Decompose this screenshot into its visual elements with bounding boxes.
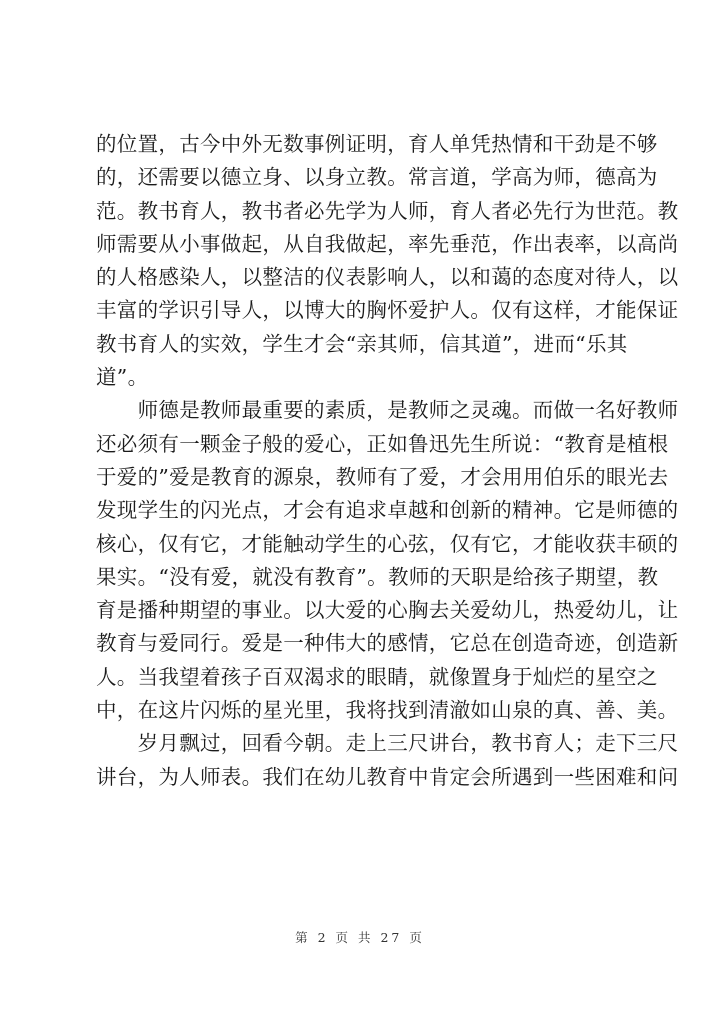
text-line: 于爱的”爱是教育的源泉，教师有了爱，才会用用伯乐的眼光去 [96,464,669,489]
text-line: 道”。 [96,365,149,390]
text-line: 中，在这片闪烁的星光里，我将找到清澈如山泉的真、善、美。 [96,698,679,723]
text-line: 人。当我望着孩子百双渴求的眼睛，就像置身于灿烂的星空之 [96,664,658,689]
text-line: 育是播种期望的事业。以大爱的心胸去关爱幼儿，热爱幼儿，让 [96,598,679,623]
text-line: 的位置，古今中外无数事例证明，育人单凭热情和干劲是不够 [96,132,658,156]
text-line: 丰富的学识引导人，以博大的胸怀爱护人。仅有这样，才能保证 [96,298,679,323]
text-line: 教书育人的实效，学生才会“亲其师，信其道”，进而“乐其 [96,331,628,356]
document-body [96,128,679,794]
text-line: 师需要从小事做起，从自我做起，率先垂范，作出表率，以高尚 [96,231,679,256]
text-line: 果实。“没有爱，就没有教育”。教师的天职是给孩子期望，教 [96,564,659,589]
text-line: 发现学生的闪光点，才会有追求卓越和创新的精神。它是师德的 [96,498,679,523]
text-line: 讲台，为人师表。我们在幼儿教育中肯定会所遇到一些困难和问 [96,764,679,789]
text-line: 师德是教师最重要的素质，是教师之灵魂。而做一名好教师 [96,398,679,423]
page-number-footer: 第 2 页 共 27 页 [295,930,425,945]
text-line: 岁月飘过，回看今朝。走上三尺讲台，教书育人；走下三尺 [96,731,679,756]
text-line: 的，还需要以德立身、以身立教。常言道，学高为师，德高为 [96,165,658,190]
text-line: 范。教书育人，教书者必先学为人师，育人者必先行为世范。教 [96,198,679,223]
text-line: 核心，仅有它，才能触动学生的心弦，仅有它，才能收获丰硕的 [96,531,679,556]
text-line: 还必须有一颗金子般的爱心，正如鲁迅先生所说：“教育是植根 [96,431,669,456]
text-line: 的人格感染人，以整洁的仪表影响人，以和蔼的态度对待人，以 [96,265,679,290]
text-line: 教育与爱同行。爱是一种伟大的感情，它总在创造奇迹，创造新 [96,631,679,656]
